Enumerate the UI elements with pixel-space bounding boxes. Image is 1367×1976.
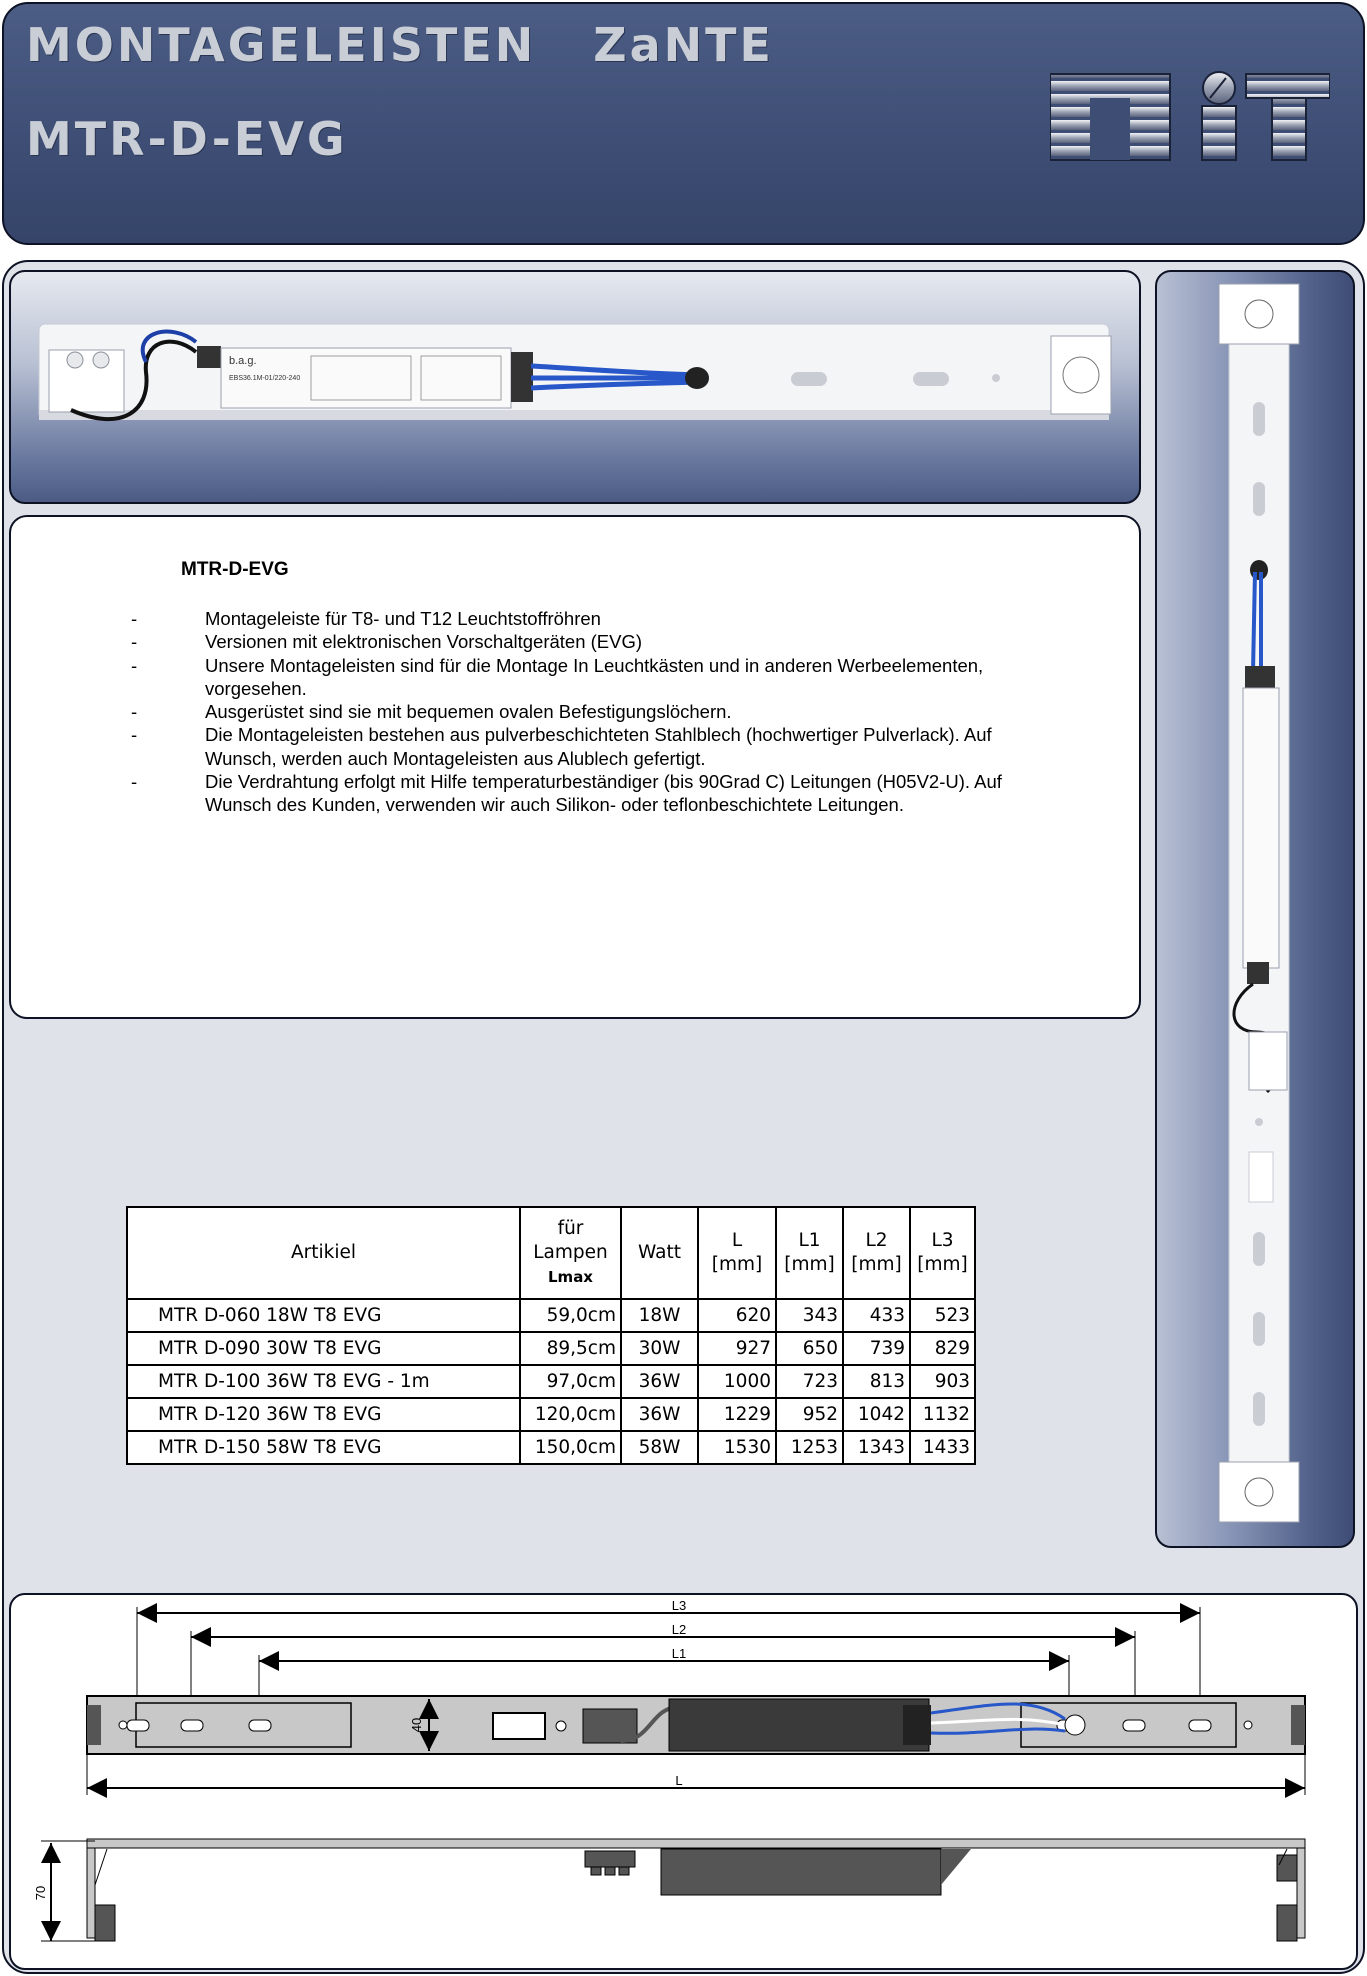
- cell-artikel: MTR D-150 58W T8 EVG: [127, 1431, 520, 1464]
- description-title: MTR-D-EVG: [181, 559, 289, 580]
- feature-item: - Ausgerüstet sind sie mit bequemen ovalen Befestigungslöchern.: [121, 700, 1021, 723]
- col-header-watt: Watt: [621, 1207, 698, 1299]
- connector-icon: [197, 346, 221, 368]
- svg-text:b.a.g.: b.a.g.: [229, 355, 257, 367]
- description-box: [9, 515, 1141, 1019]
- rail-side-view: [87, 1839, 1305, 1848]
- cell-l: 620: [698, 1299, 776, 1332]
- header-title: MONTAGELEISTEN ZaNTE: [26, 18, 774, 72]
- cell-l1: 343: [776, 1299, 843, 1332]
- vertical-rail-photo: [1157, 272, 1355, 1548]
- spec-table: [126, 1206, 976, 1465]
- cell-lampen: 150,0cm: [520, 1431, 621, 1464]
- feature-item: - Montageleiste für T8- und T12 Leuchtstoffröhren: [121, 607, 1021, 630]
- cell-l3: 523: [910, 1299, 975, 1332]
- dim-label-width: 40: [409, 1717, 424, 1733]
- cell-artikel: MTR D-060 18W T8 EVG: [127, 1299, 520, 1332]
- dim-label-l3: L3: [671, 1598, 687, 1613]
- mounting-rail-photo: [11, 272, 1141, 504]
- header-subtitle: MTR-D-EVG: [26, 112, 348, 166]
- cell-artikel: MTR D-090 30W T8 EVG: [127, 1332, 520, 1365]
- cell-lampen: 97,0cm: [520, 1365, 621, 1398]
- cell-l1: 952: [776, 1398, 843, 1431]
- ballast-drawing: [669, 1699, 929, 1751]
- cell-l1: 1253: [776, 1431, 843, 1464]
- cell-l2: 739: [843, 1332, 910, 1365]
- cell-l3: 829: [910, 1332, 975, 1365]
- side-product-photo: [1155, 270, 1355, 1548]
- feature-item: - Die Verdrahtung erfolgt mit Hilfe temperaturbeständiger (bis 90Grad C) Leitungen (H05V2-U). Auf Wunsch des Kunden, verwenden wir auch Silikon- oder teflonbeschichtete Leitungen.: [121, 770, 1021, 817]
- cell-watt: 36W: [621, 1365, 698, 1398]
- cell-watt: 58W: [621, 1431, 698, 1464]
- dimension-drawing: [11, 1595, 1358, 1970]
- table-row: [127, 1365, 975, 1398]
- cell-lampen: 89,5cm: [520, 1332, 621, 1365]
- cell-l: 927: [698, 1332, 776, 1365]
- dim-label-l: L: [675, 1773, 683, 1788]
- table-row: [127, 1431, 975, 1464]
- col-header-l3: L3 [mm]: [910, 1207, 975, 1299]
- cell-l3: 1132: [910, 1398, 975, 1431]
- dim-label-l1: L1: [671, 1646, 687, 1661]
- svg-text:EBS36.1M-01/220-240: EBS36.1M-01/220-240: [229, 375, 301, 382]
- cell-l3: 1433: [910, 1431, 975, 1464]
- feature-item: - Versionen mit elektronischen Vorschaltgeräten (EVG): [121, 630, 1021, 653]
- feature-item: - Unsere Montageleisten sind für die Montage In Leuchtkästen und in anderen Werbeelementen, vorgesehen.: [121, 654, 1021, 701]
- cell-artikel: MTR D-100 36W T8 EVG - 1m: [127, 1365, 520, 1398]
- cell-l: 1530: [698, 1431, 776, 1464]
- cell-watt: 18W: [621, 1299, 698, 1332]
- col-header-lampen: für Lampen Lmax: [520, 1207, 621, 1299]
- cell-watt: 36W: [621, 1398, 698, 1431]
- terminal-block-icon: [49, 350, 124, 412]
- cell-l2: 1343: [843, 1431, 910, 1464]
- table-row: [127, 1299, 975, 1332]
- mit-logo: [1050, 68, 1330, 162]
- ballast-vertical-icon: [1243, 688, 1279, 968]
- col-header-l1: L1 [mm]: [776, 1207, 843, 1299]
- cell-artikel: MTR D-120 36W T8 EVG: [127, 1398, 520, 1431]
- cell-l2: 433: [843, 1299, 910, 1332]
- product-photo: [9, 270, 1141, 504]
- col-header-artikel: Artikiel: [127, 1207, 520, 1299]
- table-row: [127, 1398, 975, 1431]
- cell-watt: 30W: [621, 1332, 698, 1365]
- cell-lampen: 120,0cm: [520, 1398, 621, 1431]
- cell-l2: 813: [843, 1365, 910, 1398]
- cell-l: 1229: [698, 1398, 776, 1431]
- cell-lampen: 59,0cm: [520, 1299, 621, 1332]
- feature-list: [121, 607, 1021, 817]
- col-header-l: L [mm]: [698, 1207, 776, 1299]
- technical-drawing: [9, 1593, 1358, 1970]
- cell-l: 1000: [698, 1365, 776, 1398]
- feature-item: - Die Montageleisten bestehen aus pulverbeschichteten Stahlblech (hochwertiger Pulverlack). Auf Wunsch, werden auch Montageleisten aus Alublech gefertigt.: [121, 723, 1021, 770]
- page-header: [2, 2, 1365, 245]
- cell-l1: 650: [776, 1332, 843, 1365]
- cell-l2: 1042: [843, 1398, 910, 1431]
- cell-l3: 903: [910, 1365, 975, 1398]
- table-row: [127, 1332, 975, 1365]
- col-header-l2: L2 [mm]: [843, 1207, 910, 1299]
- table-header-row: [127, 1207, 975, 1299]
- cell-l1: 723: [776, 1365, 843, 1398]
- dim-label-l2: L2: [671, 1622, 687, 1637]
- dim-label-height: 70: [33, 1885, 48, 1901]
